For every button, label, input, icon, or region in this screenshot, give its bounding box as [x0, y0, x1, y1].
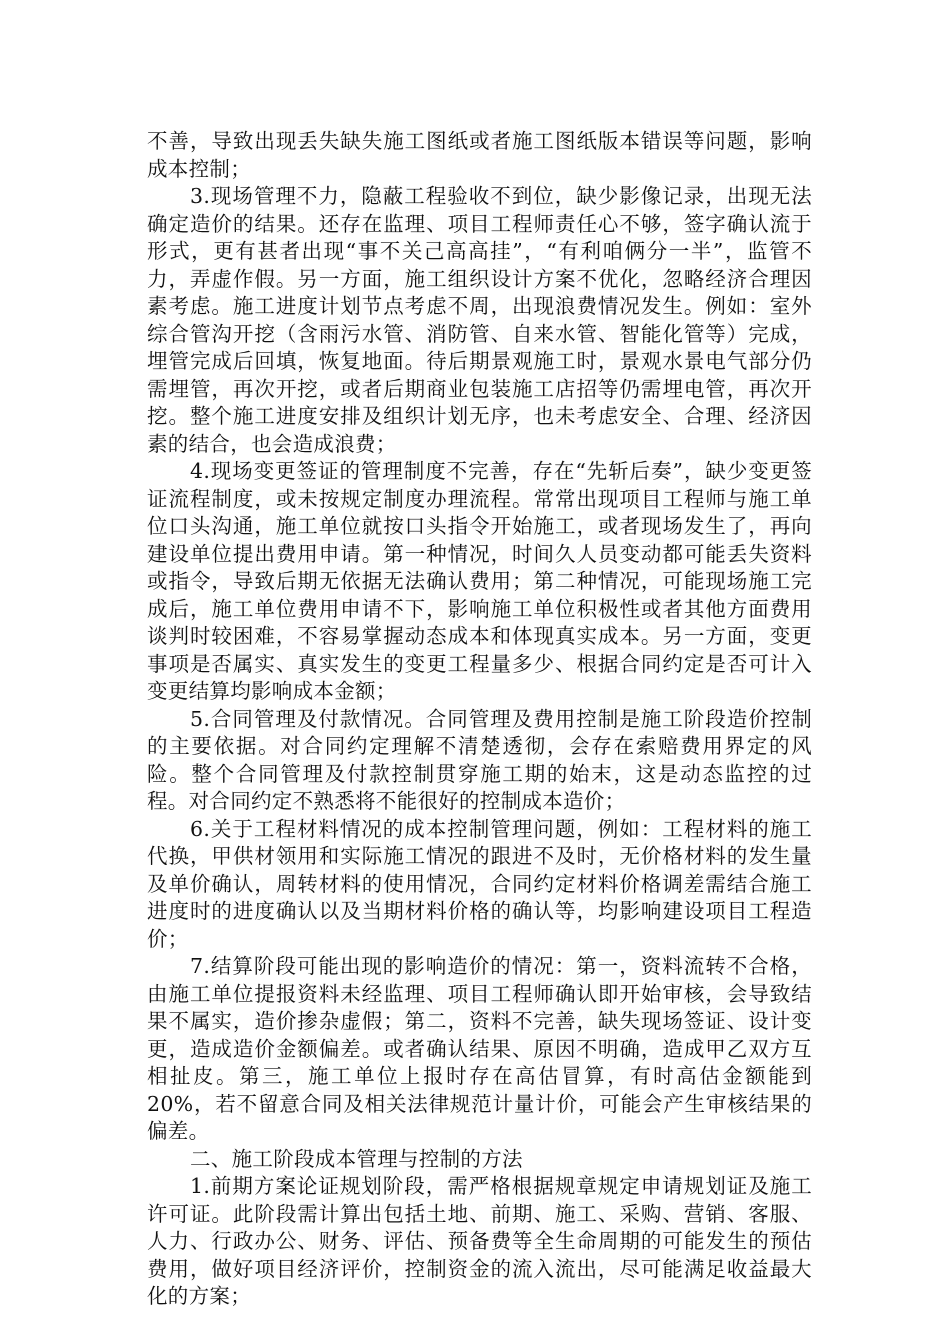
- paragraph-method-1: 1.前期方案论证规划阶段，需严格根据规章规定申请规划证及施工许可证。此阶段需计算出包括土地、前期、施工、采购、营销、客服、人力、行政办公、财务、评估、预备费等全生命周期的可能发生的预估费用，做好项目经济评价，控制资金的流入流出，尽可能满足收益最大化的方案；: [147, 1174, 812, 1308]
- paragraph-item-5: 5.合同管理及付款情况。合同管理及费用控制是施工阶段造价控制的主要依据。对合同约定理解不清楚透彻，会存在索赔费用界定的风险。整个合同管理及付款控制贯穿施工期的始末，这是动态监控的过程。对合同约定不熟悉将不能很好的控制成本造价；: [147, 706, 812, 813]
- paragraph-item-7: 7.结算阶段可能出现的影响造价的情况：第一，资料流转不合格，由施工单位提报资料未经监理、项目工程师确认即开始审核，会导致结果不属实，造价掺杂虚假；第二，资料不完善，缺失现场签证、设计变更，造成造价金额偏差。或者确认结果、原因不明确，造成甲乙双方互相扯皮。第三，施工单位上报时存在高估冒算，有时高估金额能到20%，若不留意合同及相关法律规范计量计价，可能会产生审核结果的偏差。: [147, 954, 812, 1143]
- section-heading: 二、施工阶段成本管理与控制的方法: [190, 1146, 523, 1171]
- paragraph-continuation: 不善，导致出现丢失缺失施工图纸或者施工图纸版本错误等问题，影响成本控制；: [147, 129, 812, 181]
- paragraph-item-4: 4.现场变更签证的管理制度不完善，存在“先斩后奏”，缺少变更签证流程制度，或未按规定制度办理流程。常常出现项目工程师与施工单位口头沟通，施工单位就按口头指令开始施工，或者现场发生了，再向建设单位提出费用申请。第一种情况，时间久人员变动都可能丢失资料或指令，导致后期无依据无法确认费用；第二种情况，可能现场施工完成后，施工单位费用申请不下，影响施工单位积极性或者其他方面费用谈判时较困难，不容易掌握动态成本和体现真实成本。另一方面，变更事项是否属实、真实发生的变更工程量多少、根据合同约定是否可计入变更结算均影响成本金额；: [147, 459, 812, 703]
- document-body: [147, 128, 812, 1311]
- paragraph-item-3: 3.现场管理不力，隐蔽工程验收不到位，缺少影像记录，出现无法确定造价的结果。还存在监理、项目工程师责任心不够，签字确认流于形式，更有甚者出现“事不关己高高挂”，“有利咱俩分一半”，监管不力，弄虚作假。另一方面，施工组织设计方案不优化，忽略经济合理因素考虑。施工进度计划节点考虑不周，出现浪费情况发生。例如：室外综合管沟开挖（含雨污水管、消防管、自来水管、智能化管等）完成，埋管完成后回填，恢复地面。待后期景观施工时，景观水景电气部分仍需埋管，再次开挖，或者后期商业包装施工店招等仍需埋电管，再次开挖。整个施工进度安排及组织计划无序，也未考虑安全、合理、经济因素的结合，也会造成浪费；: [147, 184, 812, 456]
- paragraph-item-6: 6.关于工程材料情况的成本控制管理问题，例如：工程材料的施工代换，甲供材领用和实际施工情况的跟进不及时，无价格材料的发生量及单价确认，周转材料的使用情况，合同约定材料价格调差需结合施工进度时的进度确认以及当期材料价格的确认等，均影响建设项目工程造价；: [147, 816, 812, 951]
